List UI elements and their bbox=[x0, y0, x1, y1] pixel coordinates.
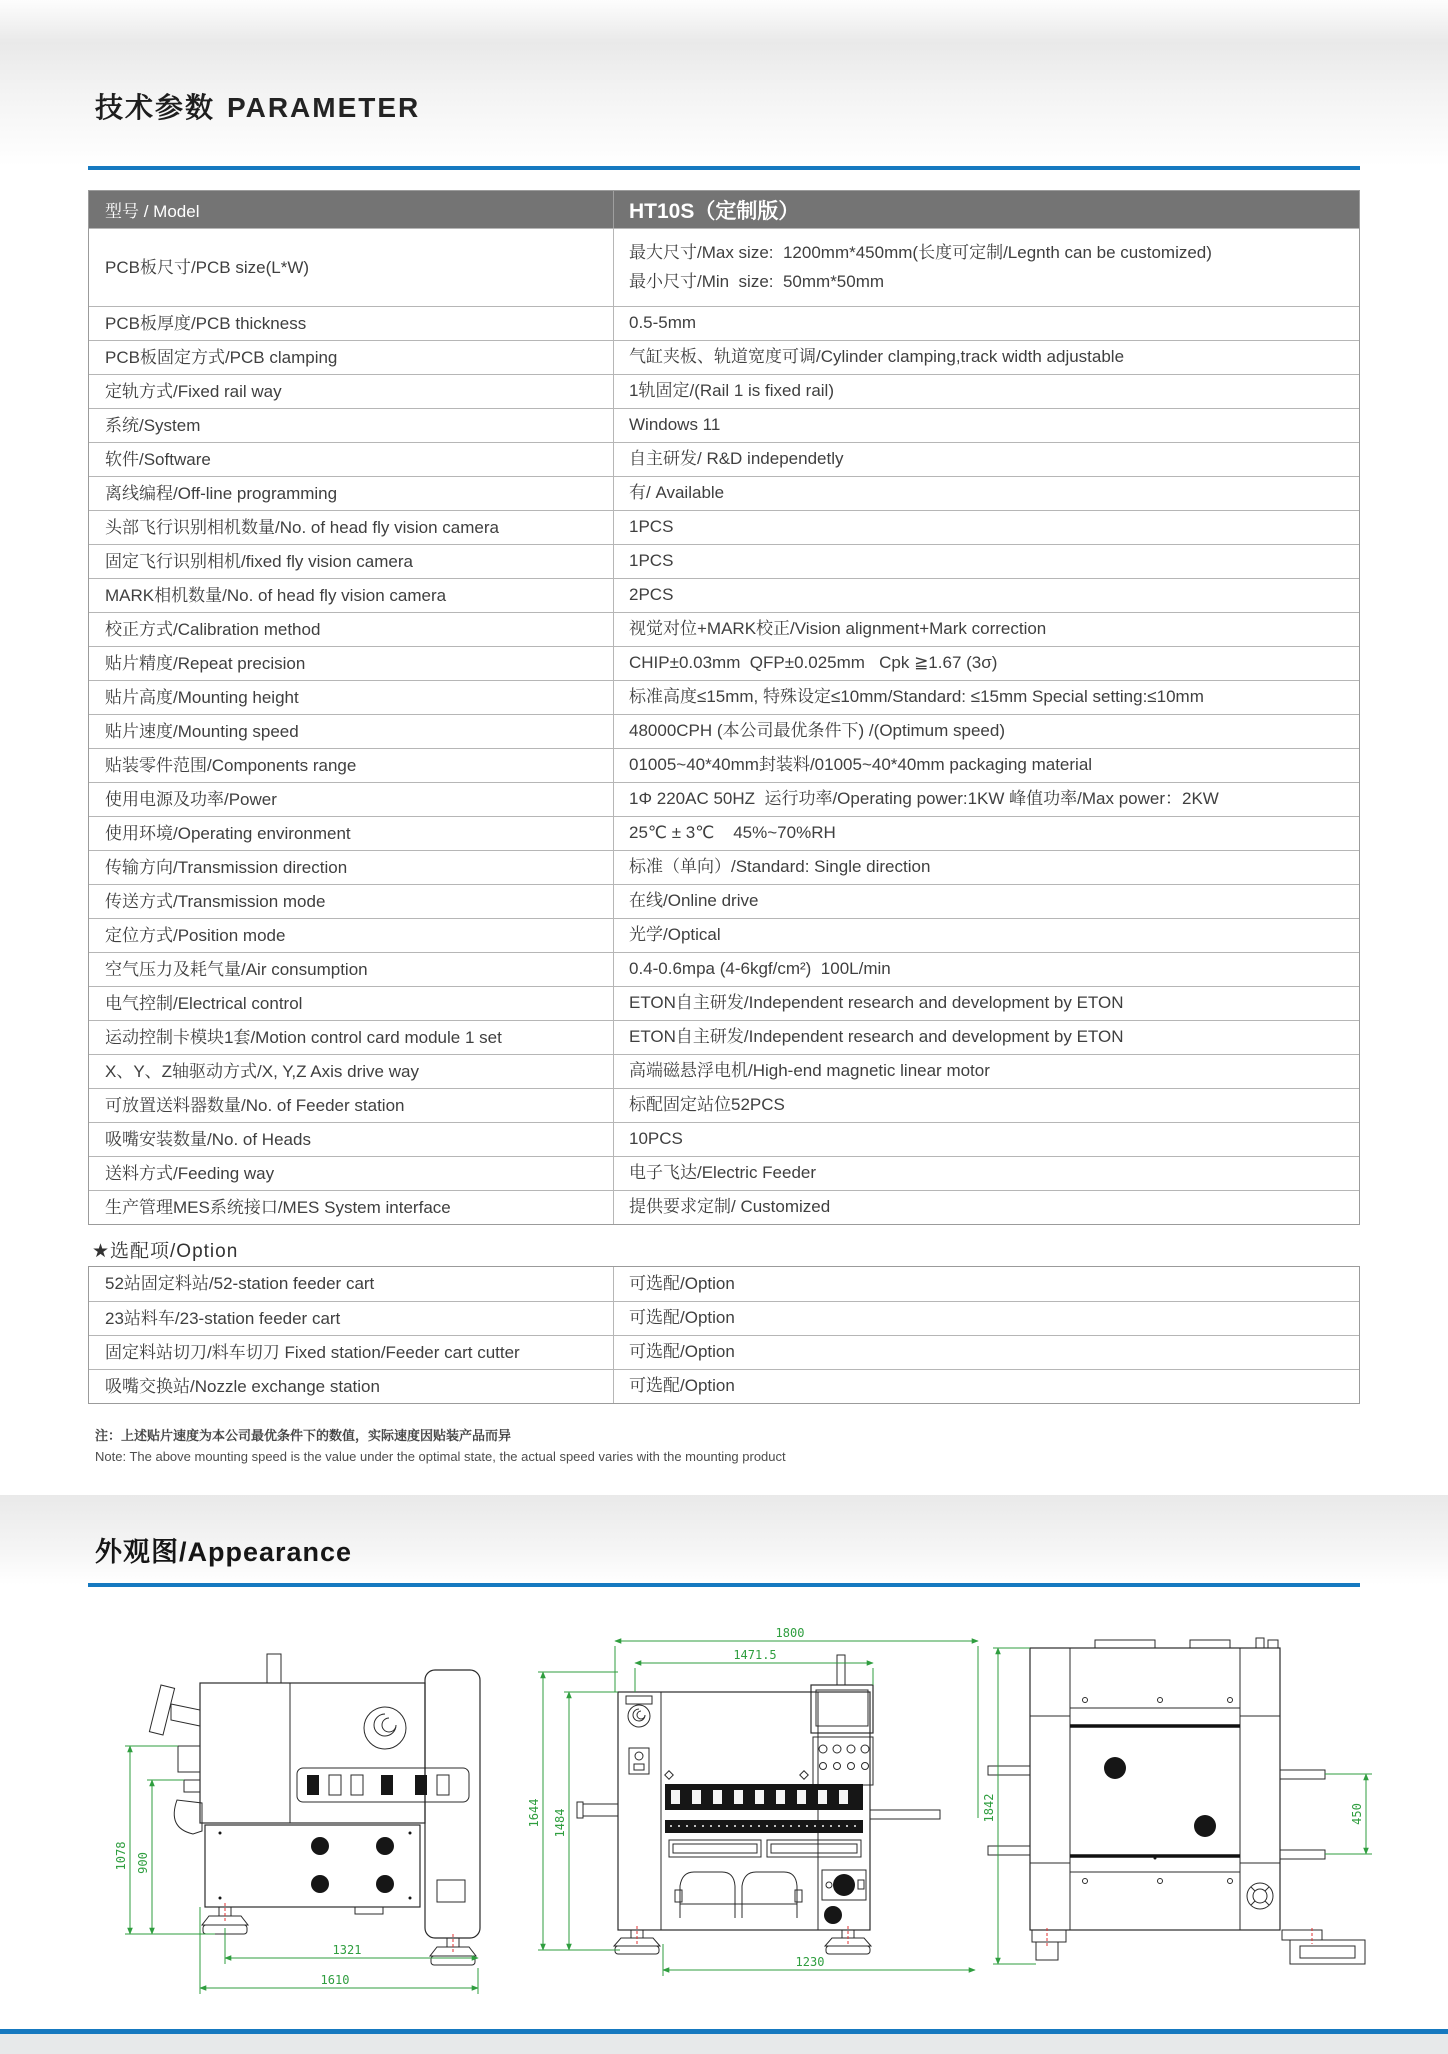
spec-label-cell: MARK相机数量/No. of head fly vision camera bbox=[105, 585, 447, 605]
spec-value-cell: ETON自主研发/Independent research and development by ETON bbox=[613, 1021, 1359, 1054]
spec-label-cell: X、Y、Z轴驱动方式/X, Y,Z Axis drive way bbox=[105, 1061, 419, 1081]
spec-label-cell: 传送方式/Transmission mode bbox=[105, 891, 326, 911]
option-row bbox=[89, 1369, 1359, 1403]
spec-row bbox=[89, 340, 1359, 374]
spec-label-cell: 校正方式/Calibration method bbox=[105, 619, 321, 639]
spec-row bbox=[89, 408, 1359, 442]
dim-label-width-outer: 1800 bbox=[775, 1626, 805, 1640]
spec-row bbox=[89, 1122, 1359, 1156]
spec-value-cell: ETON自主研发/Independent research and development by ETON bbox=[613, 987, 1359, 1020]
spec-row bbox=[89, 918, 1359, 952]
option-row bbox=[89, 1335, 1359, 1369]
option-row bbox=[89, 1301, 1359, 1335]
spec-value-cell: 1PCS bbox=[613, 511, 1359, 544]
spec-value-cell: 1PCS bbox=[613, 545, 1359, 578]
page-title-zh: 技术参数 bbox=[95, 92, 216, 123]
spec-value-cell: CHIP±0.03mm QFP±0.025mm Cpk ≧1.67 (3σ) bbox=[613, 647, 1359, 680]
spec-label-cell: PCB板尺寸/PCB size(L*W) bbox=[105, 257, 310, 277]
footnote bbox=[95, 1426, 786, 1468]
model-value-cell: HT10S（定制版） bbox=[613, 191, 1359, 228]
spec-label-cell: 头部飞行识别相机数量/No. of head fly vision camera bbox=[105, 517, 499, 537]
spec-row bbox=[89, 748, 1359, 782]
spec-row bbox=[89, 1020, 1359, 1054]
machine-foot bbox=[430, 1934, 476, 1965]
spec-row bbox=[89, 1088, 1359, 1122]
spec-value-cell: 气缸夹板、轨道宽度可调/Cylinder clamping,track width adjustable bbox=[613, 341, 1359, 374]
top-view-dimensions bbox=[982, 1648, 1372, 1964]
spec-value-cell bbox=[613, 229, 1359, 306]
dim-label-height-outer: 1644 bbox=[527, 1798, 541, 1828]
spec-label-cell: 贴装零件范围/Components range bbox=[105, 755, 357, 775]
spec-label-cell: PCB板厚度/PCB thickness bbox=[105, 313, 307, 333]
spec-value-cell: 有/ Available bbox=[613, 477, 1359, 510]
spec-label-cell: 贴片速度/Mounting speed bbox=[105, 721, 299, 741]
side-monitor bbox=[149, 1685, 200, 1735]
spec-label-cell: 固定飞行识别相机/fixed fly vision camera bbox=[105, 551, 413, 571]
spec-value-cell: 01005~40*40mm封装料/01005~40*40mm packaging material bbox=[613, 749, 1359, 782]
page-title bbox=[95, 86, 420, 126]
option-value-cell: 可选配/Option bbox=[613, 1370, 1359, 1403]
machine-foot bbox=[1282, 1928, 1365, 1964]
dim-label-height-inner: 1484 bbox=[553, 1808, 567, 1838]
appearance-section-title: 外观图/Appearance bbox=[95, 1537, 353, 1567]
spec-value-line: 最小尺寸/Min size: 50mm*50mm bbox=[629, 272, 885, 291]
spec-row bbox=[89, 306, 1359, 340]
dim-label-width-bottom: 1230 bbox=[795, 1955, 825, 1969]
spec-value-cell: 1Φ 220AC 50HZ 运行功率/Operating power:1KW 峰值功率/Max power：2KW bbox=[613, 783, 1359, 816]
spec-label-cell: 生产管理MES系统接口/MES System interface bbox=[105, 1197, 451, 1217]
spec-row bbox=[89, 578, 1359, 612]
accent-rule-appearance bbox=[88, 1583, 1360, 1587]
spec-value-cell: Windows 11 bbox=[613, 409, 1359, 442]
spec-table bbox=[88, 190, 1360, 1225]
spec-row bbox=[89, 1054, 1359, 1088]
spec-label-cell: 传输方向/Transmission direction bbox=[105, 857, 348, 877]
front-view-machine bbox=[577, 1655, 940, 1954]
option-section-title: ★选配项/Option bbox=[92, 1241, 239, 1262]
option-table bbox=[88, 1266, 1360, 1404]
spec-row bbox=[89, 646, 1359, 680]
footer-band bbox=[0, 2034, 1448, 2054]
spec-label-cell: 使用电源及功率/Power bbox=[105, 789, 277, 809]
logo-mark bbox=[364, 1707, 406, 1749]
spec-label-cell: 可放置送料器数量/No. of Feeder station bbox=[105, 1095, 405, 1115]
conveyor-rails bbox=[669, 1840, 861, 1857]
front-view-drawing bbox=[520, 1608, 1005, 2008]
spec-label-cell: 定位方式/Position mode bbox=[105, 925, 286, 945]
option-value-cell: 可选配/Option bbox=[613, 1267, 1359, 1301]
page-title-en: PARAMETER bbox=[227, 92, 421, 123]
spec-row bbox=[89, 374, 1359, 408]
option-value-cell: 可选配/Option bbox=[613, 1336, 1359, 1369]
option-label-cell: 吸嘴交换站/Nozzle exchange station bbox=[105, 1376, 380, 1396]
spec-label-cell: 空气压力及耗气量/Air consumption bbox=[105, 959, 368, 979]
option-value-cell: 可选配/Option bbox=[613, 1302, 1359, 1335]
dim-label-height-inner: 900 bbox=[136, 1852, 150, 1874]
feeder-bank bbox=[665, 1784, 863, 1810]
spec-row bbox=[89, 680, 1359, 714]
side-view-machine bbox=[149, 1654, 480, 1965]
spec-row bbox=[89, 442, 1359, 476]
spec-row bbox=[89, 544, 1359, 578]
spec-row bbox=[89, 612, 1359, 646]
joystick-panel bbox=[822, 1870, 866, 1900]
dim-label-width-outer: 1610 bbox=[320, 1973, 350, 1987]
spec-value-cell: 1轨固定/(Rail 1 is fixed rail) bbox=[613, 375, 1359, 408]
spec-value-cell: 高端磁悬浮电机/High-end magnetic linear motor bbox=[613, 1055, 1359, 1088]
model-label-cell: 型号 / Model bbox=[105, 202, 200, 221]
feeder-carts bbox=[675, 1872, 802, 1918]
spec-value-cell: 自主研发/ R&D independetly bbox=[613, 443, 1359, 476]
dim-label-rail-span: 450 bbox=[1350, 1803, 1364, 1825]
spec-label-cell: 贴片高度/Mounting height bbox=[105, 687, 299, 707]
dim-label-height-outer: 1078 bbox=[114, 1841, 128, 1871]
top-view-machine bbox=[988, 1638, 1365, 1964]
spec-value-cell: 25℃ ± 3℃ 45%~70%RH bbox=[613, 817, 1359, 850]
spec-row bbox=[89, 816, 1359, 850]
spec-label-cell: 贴片精度/Repeat precision bbox=[105, 653, 306, 673]
dim-label-width-inner: 1321 bbox=[332, 1943, 362, 1957]
spec-label-cell: 离线编程/Off-line programming bbox=[105, 483, 338, 503]
option-row bbox=[89, 1267, 1359, 1301]
spec-label-cell: 系统/System bbox=[105, 415, 201, 435]
spec-row bbox=[89, 952, 1359, 986]
spec-table-header bbox=[89, 191, 1359, 228]
footnote-line-en: Note: The above mounting speed is the value under the optimal state, the actual speed varies with the mounting product bbox=[95, 1448, 786, 1464]
footnote-line-zh: 注：上述贴片速度为本公司最优条件下的数值，实际速度因贴装产品而异 bbox=[95, 1428, 512, 1443]
spec-value-cell: 48000CPH (本公司最优条件下) /(Optimum speed) bbox=[613, 715, 1359, 748]
spec-row bbox=[89, 510, 1359, 544]
spec-label-cell: 运动控制卡模块1套/Motion control card module 1 set bbox=[105, 1027, 502, 1047]
spec-value-cell: 光学/Optical bbox=[613, 919, 1359, 952]
spec-label-cell: 软件/Software bbox=[105, 449, 211, 469]
spec-label-cell: 吸嘴安装数量/No. of Heads bbox=[105, 1129, 311, 1149]
machine-foot bbox=[1032, 1928, 1066, 1960]
accent-rule-top bbox=[88, 166, 1360, 170]
spec-value-cell: 标准高度≤15mm, 特殊设定≤10mm/Standard: ≤15mm Special setting:≤10mm bbox=[613, 681, 1359, 714]
spec-value-cell: 提供要求定制/ Customized bbox=[613, 1191, 1359, 1224]
spec-row bbox=[89, 782, 1359, 816]
spec-value-cell: 视觉对位+MARK校正/Vision alignment+Mark correction bbox=[613, 613, 1359, 646]
spec-row bbox=[89, 1156, 1359, 1190]
dim-label-depth: 1842 bbox=[982, 1793, 996, 1823]
spec-row bbox=[89, 714, 1359, 748]
spec-row bbox=[89, 884, 1359, 918]
spec-label-cell: 电气控制/Electrical control bbox=[105, 993, 303, 1013]
option-label-cell: 52站固定料站/52-station feeder cart bbox=[105, 1274, 375, 1294]
spec-value-cell: 0.5-5mm bbox=[613, 307, 1359, 340]
spec-value-cell: 标配固定站位52PCS bbox=[613, 1089, 1359, 1122]
spec-label-cell: 使用环境/Operating environment bbox=[105, 823, 351, 843]
spec-value-cell: 标准（单向）/Standard: Single direction bbox=[613, 851, 1359, 884]
spec-value-cell: 2PCS bbox=[613, 579, 1359, 612]
spec-value-line: 最大尺寸/Max size: 1200mm*450mm(长度可定制/Legnth can be customized) bbox=[629, 242, 1212, 262]
logo-mark bbox=[628, 1705, 650, 1727]
option-label-cell: 23站料车/23-station feeder cart bbox=[105, 1308, 341, 1328]
spec-row bbox=[89, 850, 1359, 884]
spec-value-cell: 电子飞达/Electric Feeder bbox=[613, 1157, 1359, 1190]
spec-row bbox=[89, 476, 1359, 510]
spec-row bbox=[89, 986, 1359, 1020]
spec-row bbox=[89, 228, 1359, 306]
top-gradient-band bbox=[0, 0, 1448, 166]
spec-value-cell: 0.4-0.6mpa (4-6kgf/cm²) 100L/min bbox=[613, 953, 1359, 986]
spec-row bbox=[89, 1190, 1359, 1224]
fan-vent bbox=[1247, 1883, 1273, 1909]
option-label-cell: 固定料站切刀/料车切刀 Fixed station/Feeder cart cutter bbox=[105, 1342, 520, 1362]
spec-label-cell: 定轨方式/Fixed rail way bbox=[105, 381, 282, 401]
top-view-drawing bbox=[960, 1628, 1405, 2008]
side-view-drawing bbox=[85, 1628, 505, 2028]
spec-value-cell: 10PCS bbox=[613, 1123, 1359, 1156]
dim-label-width-inner: 1471.5 bbox=[733, 1648, 777, 1662]
spec-label-cell: PCB板固定方式/PCB clamping bbox=[105, 347, 338, 367]
spec-label-cell: 送料方式/Feeding way bbox=[105, 1163, 275, 1183]
control-panel bbox=[813, 1737, 873, 1785]
spec-value-cell: 在线/Online drive bbox=[613, 885, 1359, 918]
